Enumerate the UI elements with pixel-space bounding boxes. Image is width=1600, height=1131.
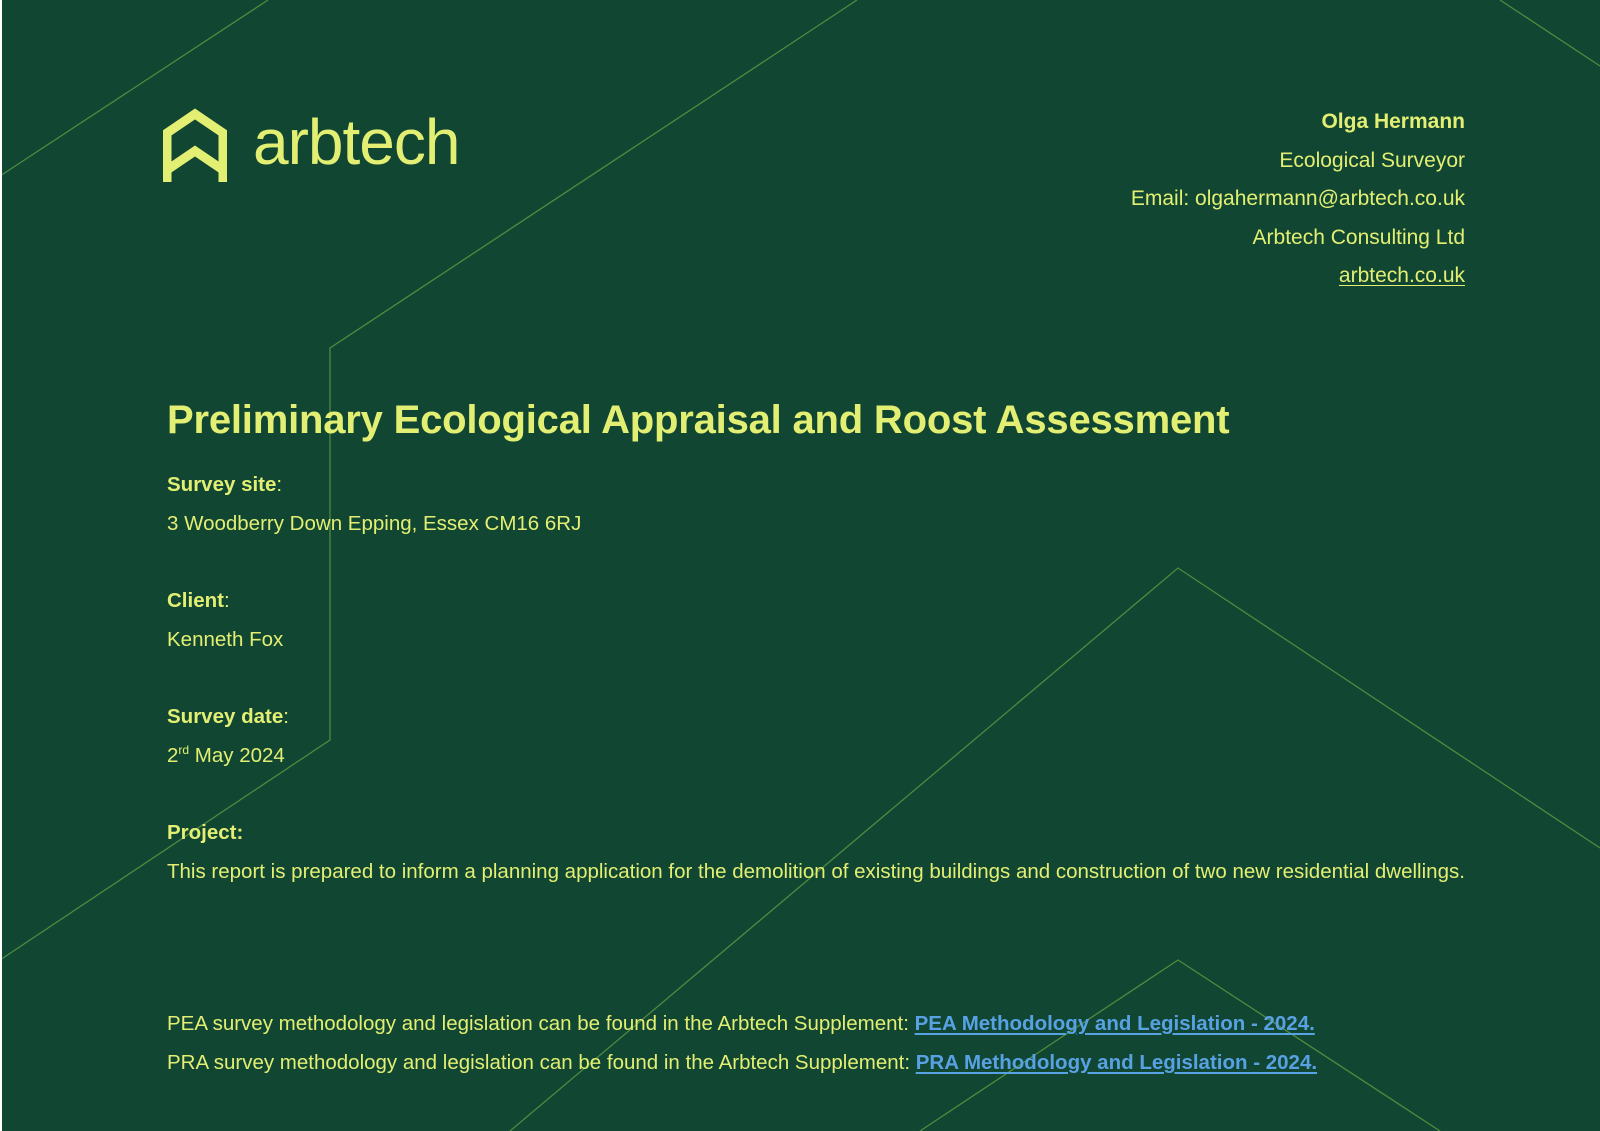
chevron-house-icon	[163, 106, 227, 182]
client-field	[167, 588, 283, 665]
client-value: Kenneth Fox	[167, 627, 284, 651]
arbtech-logo	[163, 106, 459, 182]
contact-company: Arbtech Consulting Ltd	[1252, 225, 1465, 249]
contact-email: Email: olgahermann@arbtech.co.uk	[1130, 187, 1465, 210]
contact-role: Ecological Surveyor	[1279, 148, 1465, 172]
contact-name: Olga Hermann	[1321, 110, 1465, 133]
pea-supplement-line: PEA survey methodology and legislation can be found in the Arbtech Supplement: PEA Methodology and Legislation - 2024.	[167, 1012, 1315, 1035]
report-title: Preliminary Ecological Appraisal and Roost Assessment	[167, 398, 1230, 442]
client-label: Client:	[167, 589, 230, 612]
survey-date-label: Survey date:	[167, 705, 289, 728]
project-label: Project:	[167, 821, 244, 844]
contact-details	[1131, 108, 1465, 301]
pra-methodology-link[interactable]: PRA Methodology and Legislation - 2024.	[915, 1051, 1318, 1074]
pea-methodology-link[interactable]: PEA Methodology and Legislation - 2024.	[914, 1012, 1315, 1035]
survey-date-value: 2rd May 2024	[167, 742, 285, 767]
survey-site-label: Survey site:	[167, 473, 283, 496]
project-description: This report is prepared to inform a planning application for the demolition of existing buildings and construction of two new residential dwellings.	[167, 859, 1465, 883]
project-field	[167, 820, 1467, 891]
survey-site-value: 3 Woodberry Down Epping, Essex CM16 6RJ	[167, 511, 582, 535]
survey-site-field	[167, 472, 581, 549]
logo-wordmark: arbtech	[253, 106, 460, 178]
survey-date-field	[167, 704, 289, 781]
website-link[interactable]: arbtech.co.uk	[1338, 264, 1465, 287]
pra-supplement-line: PRA survey methodology and legislation can be found in the Arbtech Supplement: PRA Methodology and Legislation - 2024.	[167, 1051, 1318, 1074]
